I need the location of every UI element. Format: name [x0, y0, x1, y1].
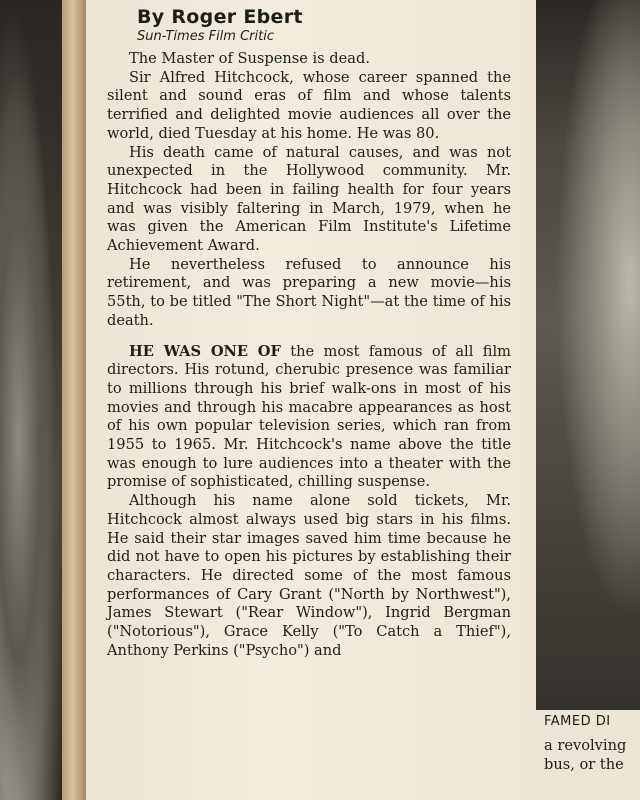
paragraph [107, 69, 511, 144]
paragraph [107, 144, 511, 256]
column-text-line: a revolving [544, 737, 627, 754]
paragraph-text: the most famous of all film directors. His rotund, cherubic presence was familiar to millions through his brief walk-ons in most of his movies and through his macabre appearances as host of his own popular television series, which ran from 1955 to 1965. Mr. Hitchcock's name above the title was enough to lure audiences into a theater with the promise of sophisticated, chilling suspense. [107, 342, 511, 491]
right-column [536, 710, 640, 800]
photo-caption: FAMED DI [544, 714, 611, 729]
page-fold [62, 0, 86, 800]
paragraph [107, 256, 511, 331]
article [107, 6, 511, 661]
paragraph-text: The Master of Suspense is dead. [129, 50, 370, 67]
left-photo [0, 0, 62, 800]
paragraph-text: His death came of natural causes, and was not unexpected in the Hollywood community. Mr. Hitchcock had been in failing health for four years and was visibly faltering in March, 1979, when he was given the American Film Institute's Lifetime Achievement Award. [107, 143, 511, 255]
paragraph [107, 50, 511, 69]
paragraph-text: Sir Alfred Hitchcock, whose career spanned the silent and sound eras of film and whose talents terrified and delighted movie audiences all over the world, died Tuesday at his home. He was 80. [107, 68, 511, 142]
byline-credit: Sun-Times Film Critic [137, 29, 274, 44]
column-text-line: bus, or the [544, 755, 624, 773]
paragraph-text: He nevertheless refused to announce his retirement, and was preparing a new movie—his 55th, to be titled "The Short Night"—at the time of his death. [107, 255, 511, 329]
paragraph-leadin: HE WAS ONE OF [129, 342, 281, 360]
paragraph-text: Although his name alone sold tickets, Mr. Hitchcock almost always used big stars in his films. He said their star images saved him time because he did not have to open his pictures by establishing their characters. He directed some of the most famous performances of Cary Grant ("North by Northwest"), James Stewart ("Rear Window"), Ingrid Bergman ("Notorious"), Grace Kelly ("To Catch a Thief"), Anthony Perkins ("Psycho") and [107, 492, 511, 659]
right-photo [536, 0, 640, 710]
paragraph [107, 343, 511, 493]
byline: By Roger Ebert [137, 6, 303, 28]
paragraph [107, 492, 511, 660]
